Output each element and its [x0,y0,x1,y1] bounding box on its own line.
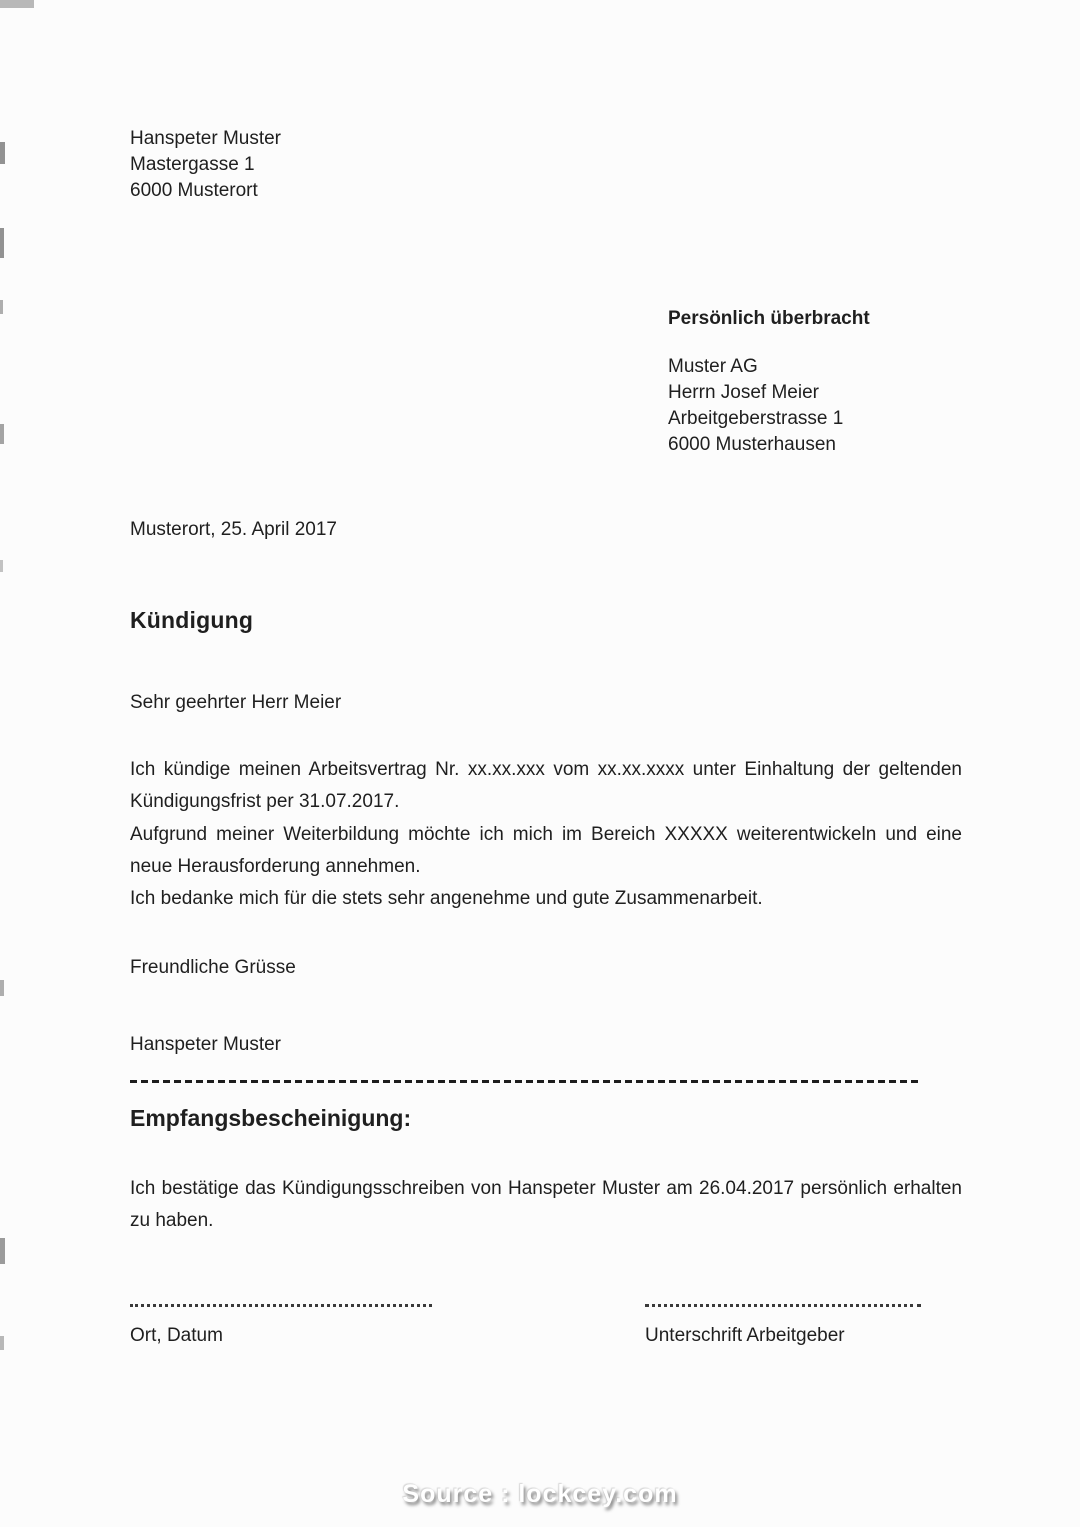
receipt-heading: Empfangsbescheinigung: [130,1105,412,1131]
recipient-company: Muster AG [668,356,758,377]
dashed-separator [130,1080,920,1083]
signature-label-place-date: Ort, Datum [130,1325,223,1346]
recipient-address-block [668,354,843,458]
signature-label-employer: Unterschrift Arbeitgeber [645,1325,845,1346]
signature-field-employer [645,1290,921,1347]
body-paragraph-reason: Aufgrund meiner Weiterbildung möchte ich mich im Bereich XXXXX weiterentwickeln und eine neue Herausforderung annehmen. [130,824,962,877]
sender-name: Hanspeter Muster [130,128,282,149]
place-date-line: Musterort, 25. April 2017 [130,519,337,540]
signature-name: Hanspeter Muster [130,1034,282,1055]
body-paragraph-notice: Ich kündige meinen Arbeitsvertrag Nr. xx.xx.xxx vom xx.xx.xxxx unter Einhaltung der geltenden Kündigungsfrist per 31.07.2017. [130,759,962,812]
subject-heading: Kündigung [130,607,254,633]
body-paragraph-thanks: Ich bedanke mich für die stets sehr angenehme und gute Zusammenarbeit. [130,888,763,909]
recipient-person: Herrn Josef Meier [668,382,819,403]
delivery-note: Persönlich überbracht [668,308,870,329]
closing-phrase: Freundliche Grüsse [130,957,296,978]
recipient-street: Arbeitgeberstrasse 1 [668,408,844,429]
salutation: Sehr geehrter Herr Meier [130,692,342,713]
receipt-body-paragraph: Ich bestätige das Kündigungsschreiben von Hanspeter Muster am 26.04.2017 persönlich erhalten zu haben. [130,1178,962,1231]
recipient-city: 6000 Musterhausen [668,434,836,455]
signature-field-place-date [130,1290,432,1347]
signature-dotted-line [130,1290,432,1307]
sender-street: Mastergasse 1 [130,154,255,175]
signature-dotted-line [645,1290,921,1307]
sender-city: 6000 Musterort [130,180,258,201]
sender-address-block [130,126,281,204]
scan-edge-artifacts [0,0,8,1527]
source-watermark: Source : lockcey.com [402,1480,678,1508]
